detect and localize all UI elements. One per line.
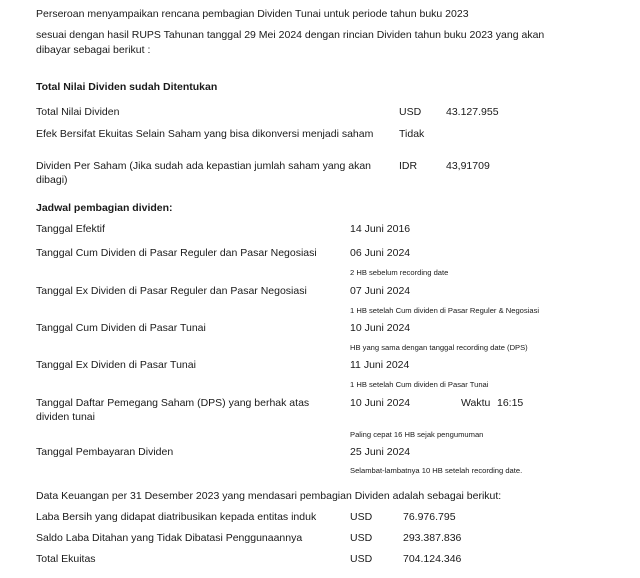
payment-date-note: Selambat-lambatnya 10 HB setelah recording date.: [350, 466, 523, 475]
ex-cash-date: 11 Juni 2024: [350, 359, 410, 371]
dps-label-2: dividen tunai: [36, 411, 95, 423]
retained-earnings-value: 293.387.836: [403, 532, 462, 544]
intro-line-1: Perseroan menyampaikan rencana pembagian Dividen Tunai untuk periode tahun buku 2023: [36, 8, 469, 20]
cum-cash-label: Tanggal Cum Dividen di Pasar Tunai: [36, 322, 206, 334]
schedule-heading: Jadwal pembagian dividen:: [36, 202, 173, 214]
dividend-per-share-unit: IDR: [399, 160, 418, 172]
dps-time-label: Waktu: [461, 397, 491, 409]
net-profit-label: Laba Bersih yang didapat diatribusikan kepada entitas induk: [36, 511, 317, 523]
total-dividend-value: 43.127.955: [446, 106, 499, 118]
convertible-equity-value: Tidak: [399, 128, 425, 140]
ex-regular-date: 07 Juni 2024: [350, 285, 411, 297]
cum-regular-date: 06 Juni 2024: [350, 247, 411, 259]
ex-cash-note: 1 HB setelah Cum dividen di Pasar Tunai: [350, 380, 489, 389]
total-section-heading: Total Nilai Dividen sudah Ditentukan: [36, 81, 218, 93]
dividend-per-share-label-2: dibagi): [36, 174, 68, 186]
dps-note: Paling cepat 16 HB sejak pengumuman: [350, 430, 484, 439]
dps-time: 16:15: [497, 397, 524, 409]
total-dividend-unit: USD: [399, 106, 422, 118]
dps-label-1: Tanggal Daftar Pemegang Saham (DPS) yang berhak atas: [36, 397, 310, 409]
intro-line-2: sesuai dengan hasil RUPS Tahunan tanggal 29 Mei 2024 dengan rincian Dividen tahun buku 2023 yang akan: [36, 29, 545, 41]
retained-earnings-label: Saldo Laba Ditahan yang Tidak Dibatasi Penggunaannya: [36, 532, 303, 544]
dividend-per-share-value: 43,91709: [446, 160, 490, 172]
net-profit-value: 76.976.795: [403, 511, 456, 523]
total-dividend-label: Total Nilai Dividen: [36, 106, 120, 118]
cum-regular-label: Tanggal Cum Dividen di Pasar Reguler dan Pasar Negosiasi: [36, 247, 317, 259]
ex-regular-note: 1 HB setelah Cum dividen di Pasar Reguler & Negosiasi: [350, 306, 540, 315]
convertible-equity-label: Efek Bersifat Ekuitas Selain Saham yang bisa dikonversi menjadi saham: [36, 128, 374, 140]
cum-regular-note: 2 HB sebelum recording date: [350, 268, 449, 277]
dividend-per-share-label-1: Dividen Per Saham (Jika sudah ada kepastian jumlah saham yang akan: [36, 160, 372, 172]
payment-date-value: 25 Juni 2024: [350, 446, 411, 458]
effective-date-value: 14 Juni 2016: [350, 223, 411, 235]
effective-date-label: Tanggal Efektif: [36, 223, 105, 235]
ex-cash-label: Tanggal Ex Dividen di Pasar Tunai: [36, 359, 196, 371]
cum-cash-date: 10 Juni 2024: [350, 322, 411, 334]
cum-cash-note: HB yang sama dengan tanggal recording date (DPS): [350, 343, 528, 352]
financial-intro: Data Keuangan per 31 Desember 2023 yang mendasari pembagian Dividen adalah sebagai berikut:: [36, 490, 502, 502]
total-equity-label: Total Ekuitas: [36, 553, 96, 565]
total-equity-value: 704.124.346: [403, 553, 462, 565]
payment-date-label: Tanggal Pembayaran Dividen: [36, 446, 174, 458]
total-equity-unit: USD: [350, 553, 373, 565]
intro-line-3: dibayar sebagai berikut :: [36, 44, 151, 56]
retained-earnings-unit: USD: [350, 532, 373, 544]
net-profit-unit: USD: [350, 511, 373, 523]
dps-date: 10 Juni 2024: [350, 397, 411, 409]
ex-regular-label: Tanggal Ex Dividen di Pasar Reguler dan Pasar Negosiasi: [36, 285, 307, 297]
